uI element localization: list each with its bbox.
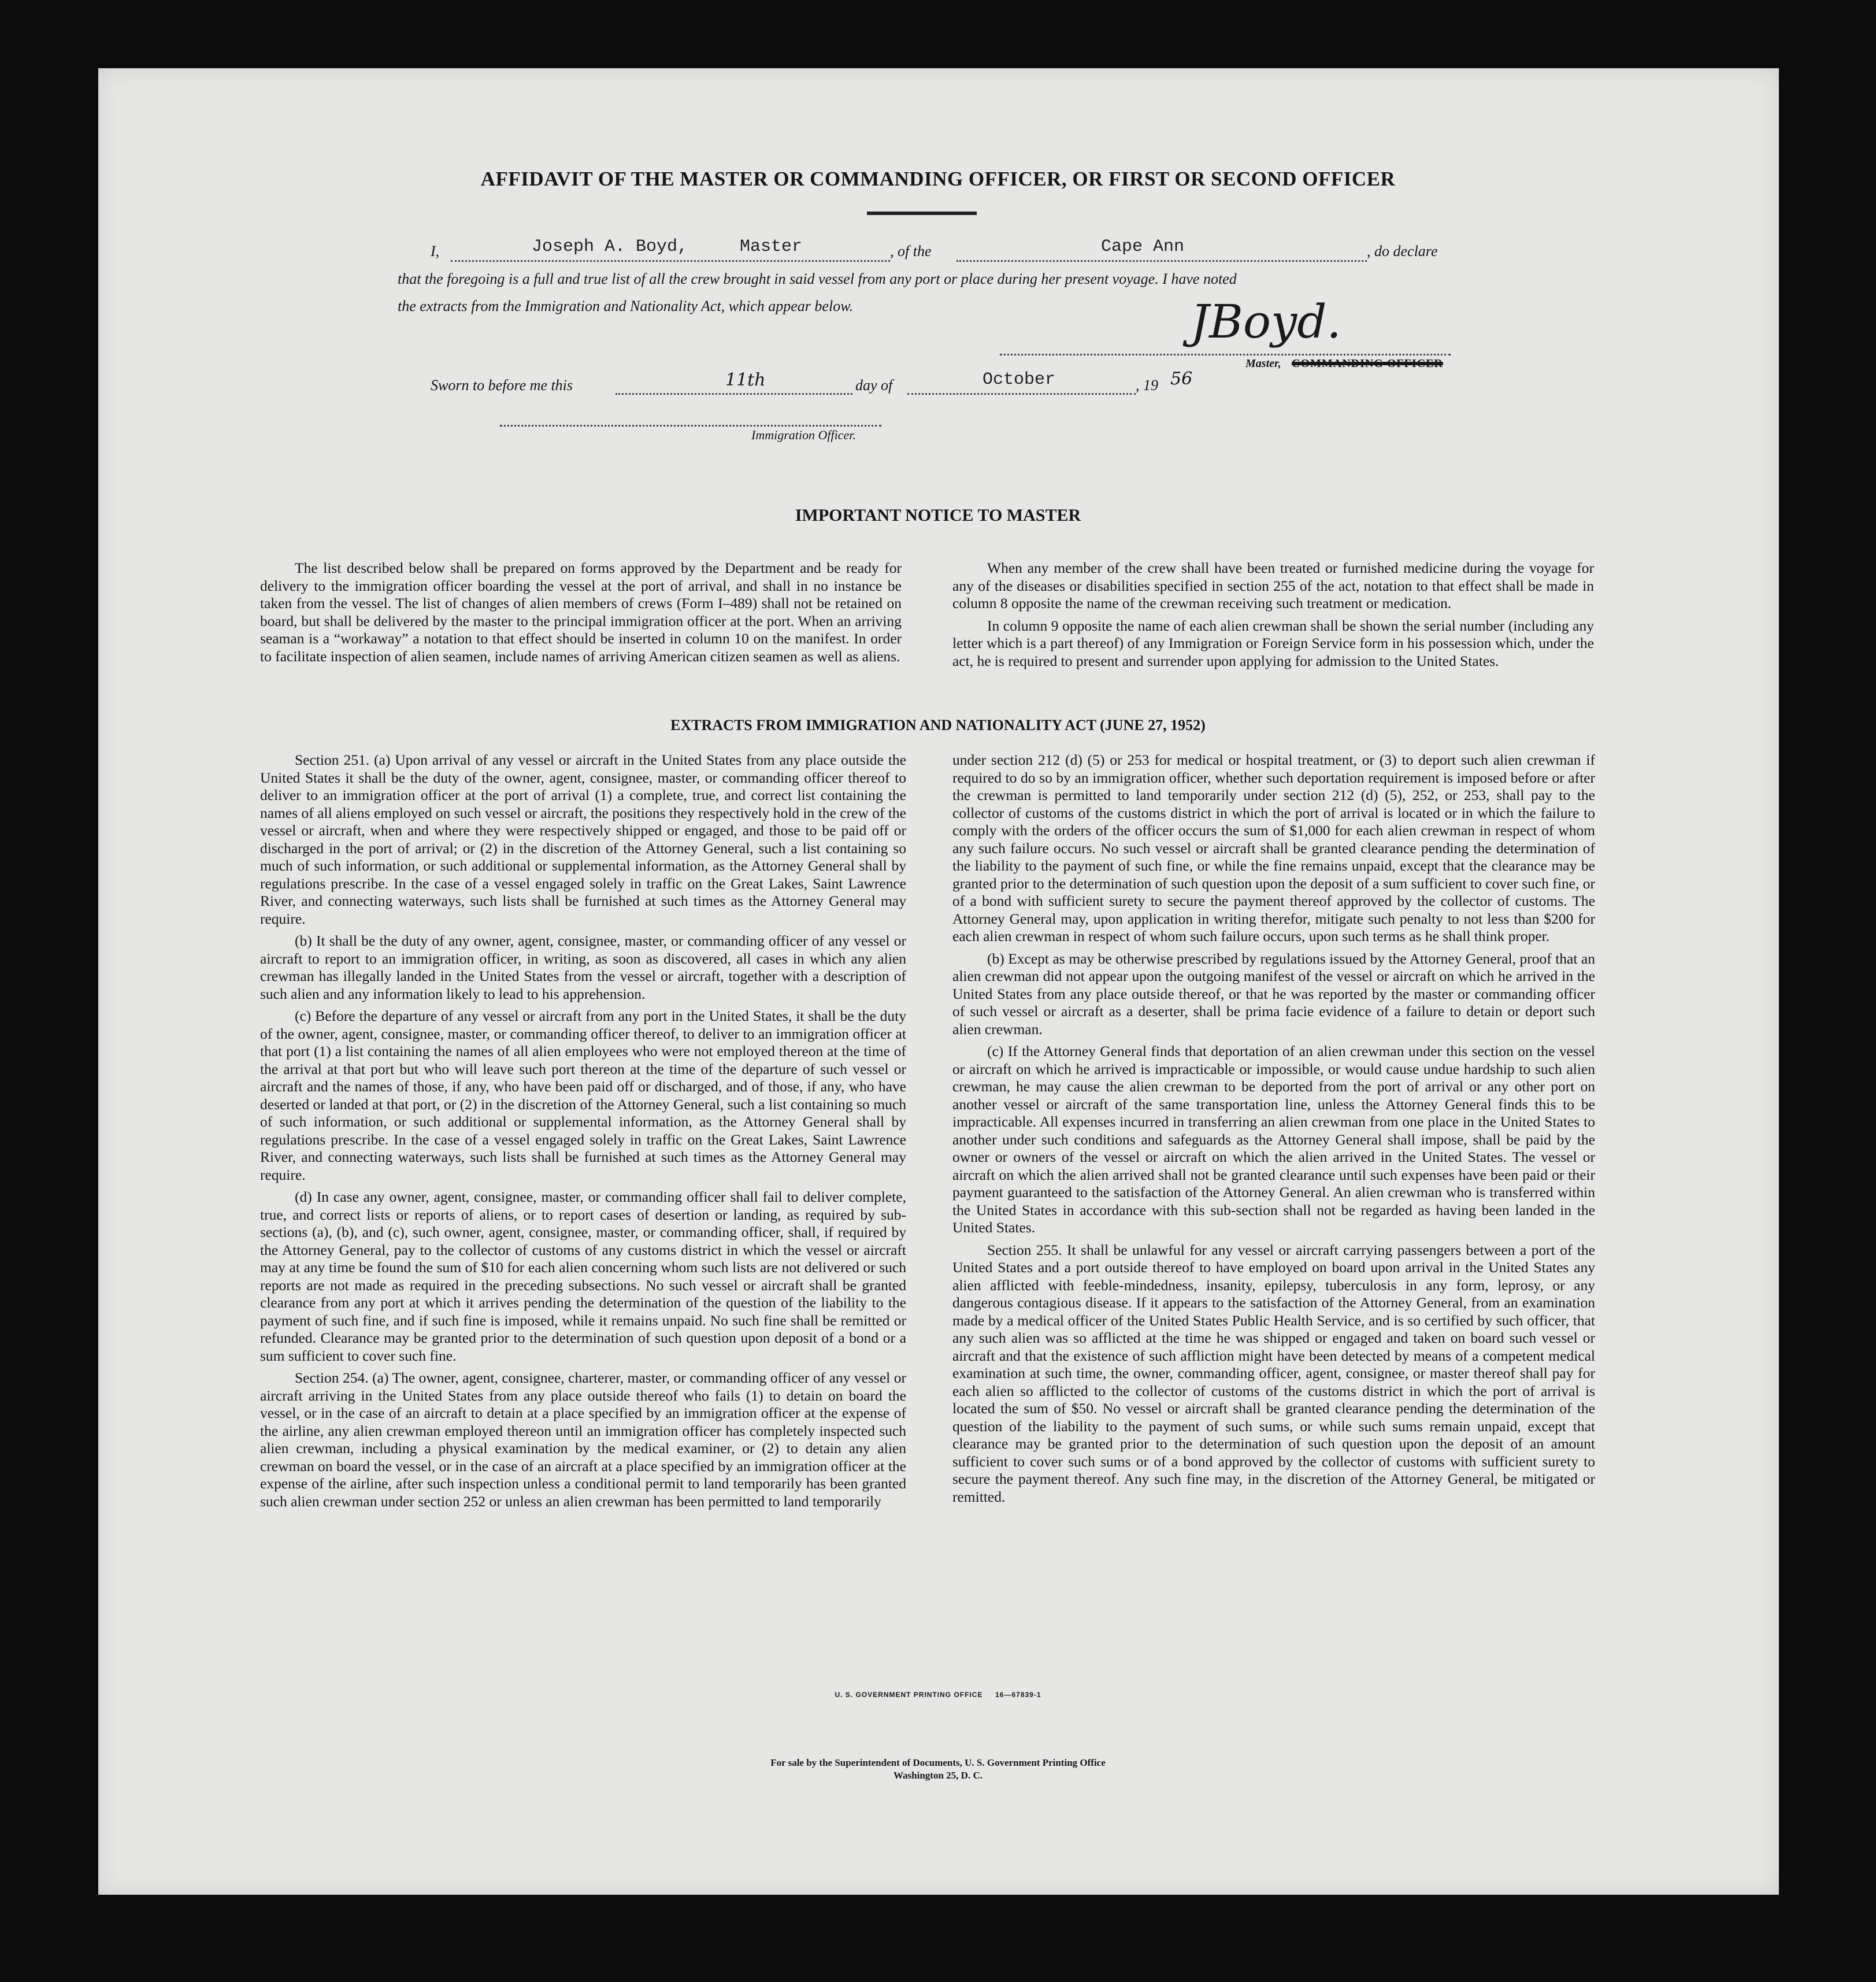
sworn-label: Sworn to before me this xyxy=(431,377,573,394)
month-fill-line xyxy=(907,393,1136,395)
notice-right-paragraph-2: In column 9 opposite the name of each alien crewman shall be shown the serial number (including any letter which is a part thereof) of any Immigration or Foreign Service form in his possession which, under the act, he is required to present and surrender upon applying for admission to the United States. xyxy=(952,617,1594,669)
year-prefix-label: , 19 xyxy=(1136,377,1158,394)
of-the-label: , of the xyxy=(890,243,932,260)
notice-right-column xyxy=(952,560,1594,675)
day-of-label: day of xyxy=(855,377,893,394)
section-254-a: Section 254. (a) The owner, agent, consignee, charterer, master, or commanding officer of any vessel or aircraft arriving in the United States from any place outside thereof who fails (1) to detain on board the vessel, or in the case of an aircraft to detain at a place specified by an immigration officer at the expense of the airline, any alien crewman employed thereon until an immigration officer has completely inspected such alien crewman, including a physical examination by the medical examiner, or (2) to detain any alien crewman on board the vessel, or in the case of an aircraft at a place specified by an immigration officer at the expense of the airline, after such inspection unless a conditional permit to land temporarily has been granted such alien crewman under section 252 or unless an alien crewman has been permitted to land temporarily xyxy=(260,1369,906,1510)
master-signature: JBoyd. xyxy=(1191,295,1341,349)
section-254-a-continued: under section 212 (d) (5) or 253 for medical or hospital treatment, or (3) to deport such alien crewman if required to do so by an immigration officer, whether such deportation requirement is imposed before or after the crewman is permitted to land temporarily under section 212 (d) (5), 252, or 253, shall pay to the collector of customs of the customs district in which the port of arrival is located or in which the failure to comply with the orders of the officer occurs the sum of $1,000 for each alien crewman in respect of whom any such failure occurs. No such vessel or aircraft shall be granted clearance pending the determination of the liability to the payment of such fine, or while the fine remains unpaid, except that the clearance may be granted prior to the determination of such question upon the deposit of a sum sufficient to cover such fine, or of a bond with sufficient surety to secure the payment thereof approved by the collector of customs. The Attorney General may, upon application in writing therefor, mitigate such penalty to not less than $200 for each alien crewman in respect of whom such failure occurs, upon such terms as he shall think proper. xyxy=(952,751,1595,944)
vessel-name-field: Cape Ann xyxy=(1101,237,1185,257)
vessel-fill-line xyxy=(956,260,1367,262)
sworn-year-handwritten: 56 xyxy=(1170,369,1193,389)
notice-right-paragraph-1: When any member of the crew shall have been treated or furnished medicine during the voyage for any of the diseases or disabilities specified in section 255 of the act, notation to that effect shall be made in column 8 opposite the name of the crewman receiving such treatment or medication. xyxy=(952,560,1594,612)
struck-commanding-officer: COMMANDING OFFICER xyxy=(1292,357,1443,370)
notice-title: IMPORTANT NOTICE TO MASTER xyxy=(795,506,1081,525)
for-sale-line-2: Washington 25, D. C. xyxy=(893,1770,983,1781)
printing-office-imprint: U. S. GOVERNMENT PRINTING OFFICE 16—67839-1 xyxy=(835,1691,1041,1699)
master-name-field: Joseph A. Boyd, xyxy=(532,237,688,257)
day-fill-line xyxy=(616,393,852,395)
section-251-a: Section 251. (a) Upon arrival of any vessel or aircraft in the United States from any place outside the United States it shall be the duty of the owner, agent, consignee, master, or commanding officer thereof to deliver to an immigration officer at the port of arrival (1) a complete, true, and correct list containing the names of all aliens employed on such vessel or aircraft, the positions they respectively hold in the crew of the vessel or aircraft, when and where they were respectively shipped or engaged, and those to be paid off or discharged in the port of arrival; or (2) in the discretion of the Attorney General, such a list containing so much of such information, or such additional or supplemental information, as the Attorney General shall by regulations prescribe. In the case of a vessel engaged solely in traffic on the Great Lakes, Saint Lawrence River, and connecting waterways, such lists shall be furnished at such times as the Attorney General may require. xyxy=(260,751,906,927)
extracts-right-column xyxy=(952,751,1595,1510)
declaration-line-2: the extracts from the Immigration and Nationality Act, which appear below. xyxy=(398,298,854,314)
notice-left-column xyxy=(260,560,902,670)
section-251-c: (c) Before the departure of any vessel or aircraft from any port in the United States, it shall be the duty of the owner, agent, consignee, master, or commanding officer thereof, to deliver to an immigration officer at that port (1) a list containing the names of all alien employees who were not employed thereon at the time of the arrival at that port but who will leave such port thereon at the time of the departure of such vessel or aircraft and the names of those, if any, who have been paid off or discharged, and of those, if any, who have deserted or landed at that port, or (2) in the discretion of the Attorney General, such a list containing so much of such information, or such additional or supplemental information, as the Attorney General shall by regulations prescribe. In the case of a vessel engaged solely in traffic on the Great Lakes, Saint Lawrence River, and connecting waterways, such lists shall be furnished at such times as the Attorney General may require. xyxy=(260,1007,906,1183)
signature-line xyxy=(1000,354,1451,355)
for-sale-line-1: For sale by the Superintendent of Documents, U. S. Government Printing Office xyxy=(770,1757,1106,1768)
section-254-b: (b) Except as may be otherwise prescribed by regulations issued by the Attorney General, proof that an alien crewman did not appear upon the outgoing manifest of the vessel or aircraft on which he arrived in the United States from any place outside thereof, or that he was reported by the master or commanding officer of such vessel or aircraft as a deserter, shall be prima facie evidence of a failure to detain or deport such alien crewman. xyxy=(952,950,1595,1038)
immigration-officer-label: Immigration Officer. xyxy=(751,428,856,442)
extracts-title: EXTRACTS FROM IMMIGRATION AND NATIONALITY ACT (JUNE 27, 1952) xyxy=(670,717,1206,733)
section-251-b: (b) It shall be the duty of any owner, agent, consignee, master, or commanding officer of any vessel or aircraft to report to an immigration officer, in writing, as soon as discovered, all cases in which any alien crewman has illegally landed in the United States from the vessel or aircraft, together with a description of such alien and any information likely to lead to his apprehension. xyxy=(260,932,906,1002)
title-divider xyxy=(867,212,977,215)
i-label: I, xyxy=(431,243,440,260)
affidavit-title: AFFIDAVIT OF THE MASTER OR COMMANDING OFFICER, OR FIRST OR SECOND OFFICER xyxy=(480,168,1396,190)
do-declare-label: , do declare xyxy=(1367,243,1438,260)
rank-field: Master xyxy=(740,237,803,257)
notice-left-paragraph: The list described below shall be prepared on forms approved by the Department and be ready for delivery to the immigration officer boarding the vessel at the port of arrival, and shall in no instance be taken from the vessel. The list of changes of alien members of crews (Form I–489) shall not be retained on board, but shall be delivered by the master to the principal immigration officer at the port. When an arriving seaman is a “workaway” a notation to that effect should be inserted in column 10 on the manifest. In order to facilitate inspection of alien seamen, include names of arriving American citizen seamen as well as aliens. xyxy=(260,560,902,665)
extracts-left-column xyxy=(260,751,906,1515)
section-254-c: (c) If the Attorney General finds that deportation of an alien crewman under this section on the vessel or aircraft on which he arrived is impracticable or impossible, or would cause undue hardship to such alien crewman, he may cause the alien crewman to be deported from the port of arrival or any other port on another vessel or aircraft of the same transportation line, unless the Attorney General finds this to be impracticable. All expenses incurred in transferring an alien crewman from one place in the United States to another under such conditions and safeguards as the Attorney General shall impose, shall be paid by the owner or owners of the vessel or aircraft on which the alien arrived in the United States. The vessel or aircraft on which the alien arrived shall not be granted clearance until such expenses have been paid or their payment guaranteed to the satisfaction of the Attorney General. An alien crewman who is transferred within the United States in accordance with this sub-section shall not be regarded as having been landed in the United States. xyxy=(952,1043,1595,1236)
section-255: Section 255. It shall be unlawful for any vessel or aircraft carrying passengers between a port of the United States and a port outside thereof to have employed on board upon arrival in the United States any alien afflicted with feeble-mindedness, insanity, epilepsy, tuberculosis in any form, leprosy, or any dangerous contagious disease. If it appears to the satisfaction of the Attorney General, from an examination made by a medical officer of the United States Public Health Service, and is so certified by such officer, that any such alien was so afflicted at the time he was shipped or engaged and taken on board such vessel or aircraft and that the existence of such affliction might have been detected by means of a competent medical examination at such time, the owner, commanding officer, agent, consignee, or master thereof shall pay for each alien so afflicted to the collector of customs of the customs district in which the port of arrival is located the sum of $50. No vessel or aircraft shall be granted clearance pending the determination of the question of the liability to the payment of such sums, or while such sums remain unpaid, except that clearance may be granted prior to the determination of such question upon the deposit of an amount sufficient to cover such sums or of a bond approved by the collector of customs with sufficient surety to secure the payment thereof. Any such fine may, in the discretion of the Attorney General, be mitigated or remitted. xyxy=(952,1241,1595,1505)
section-251-d: (d) In case any owner, agent, consignee, master, or commanding officer shall fail to deliver complete, true, and correct lists or reports of aliens, or to report cases of desertion or landing, as required by sub-sections (a), (b), and (c), such owner, agent, consignee, master, or commanding officer, shall, if required by the Attorney General, pay to the collector of customs of any customs district in which the vessel or aircraft may at any time be found the sum of $10 for each alien concerning whom such lists are not delivered or such reports are not made as required in the preceding subsections. No such vessel or aircraft shall be granted clearance from any port at which it arrives pending the determination of the question of the liability to the payment of such fine, and if such fine is imposed, while it remains unpaid. No such fine shall be remitted or refunded. Clearance may be granted prior to the determination of such question upon deposit of a bond or a sum sufficient to cover such fine. xyxy=(260,1188,906,1364)
name-fill-line xyxy=(451,260,890,262)
sworn-day-handwritten: 11th xyxy=(725,370,766,390)
sworn-month-field: October xyxy=(983,370,1056,390)
master-label: Master, xyxy=(1245,357,1281,370)
declaration-line-1: that the foregoing is a full and true list of all the crew brought in said vessel from any port or place during her present voyage. I have noted xyxy=(398,271,1237,287)
officer-signature-line xyxy=(500,425,881,427)
